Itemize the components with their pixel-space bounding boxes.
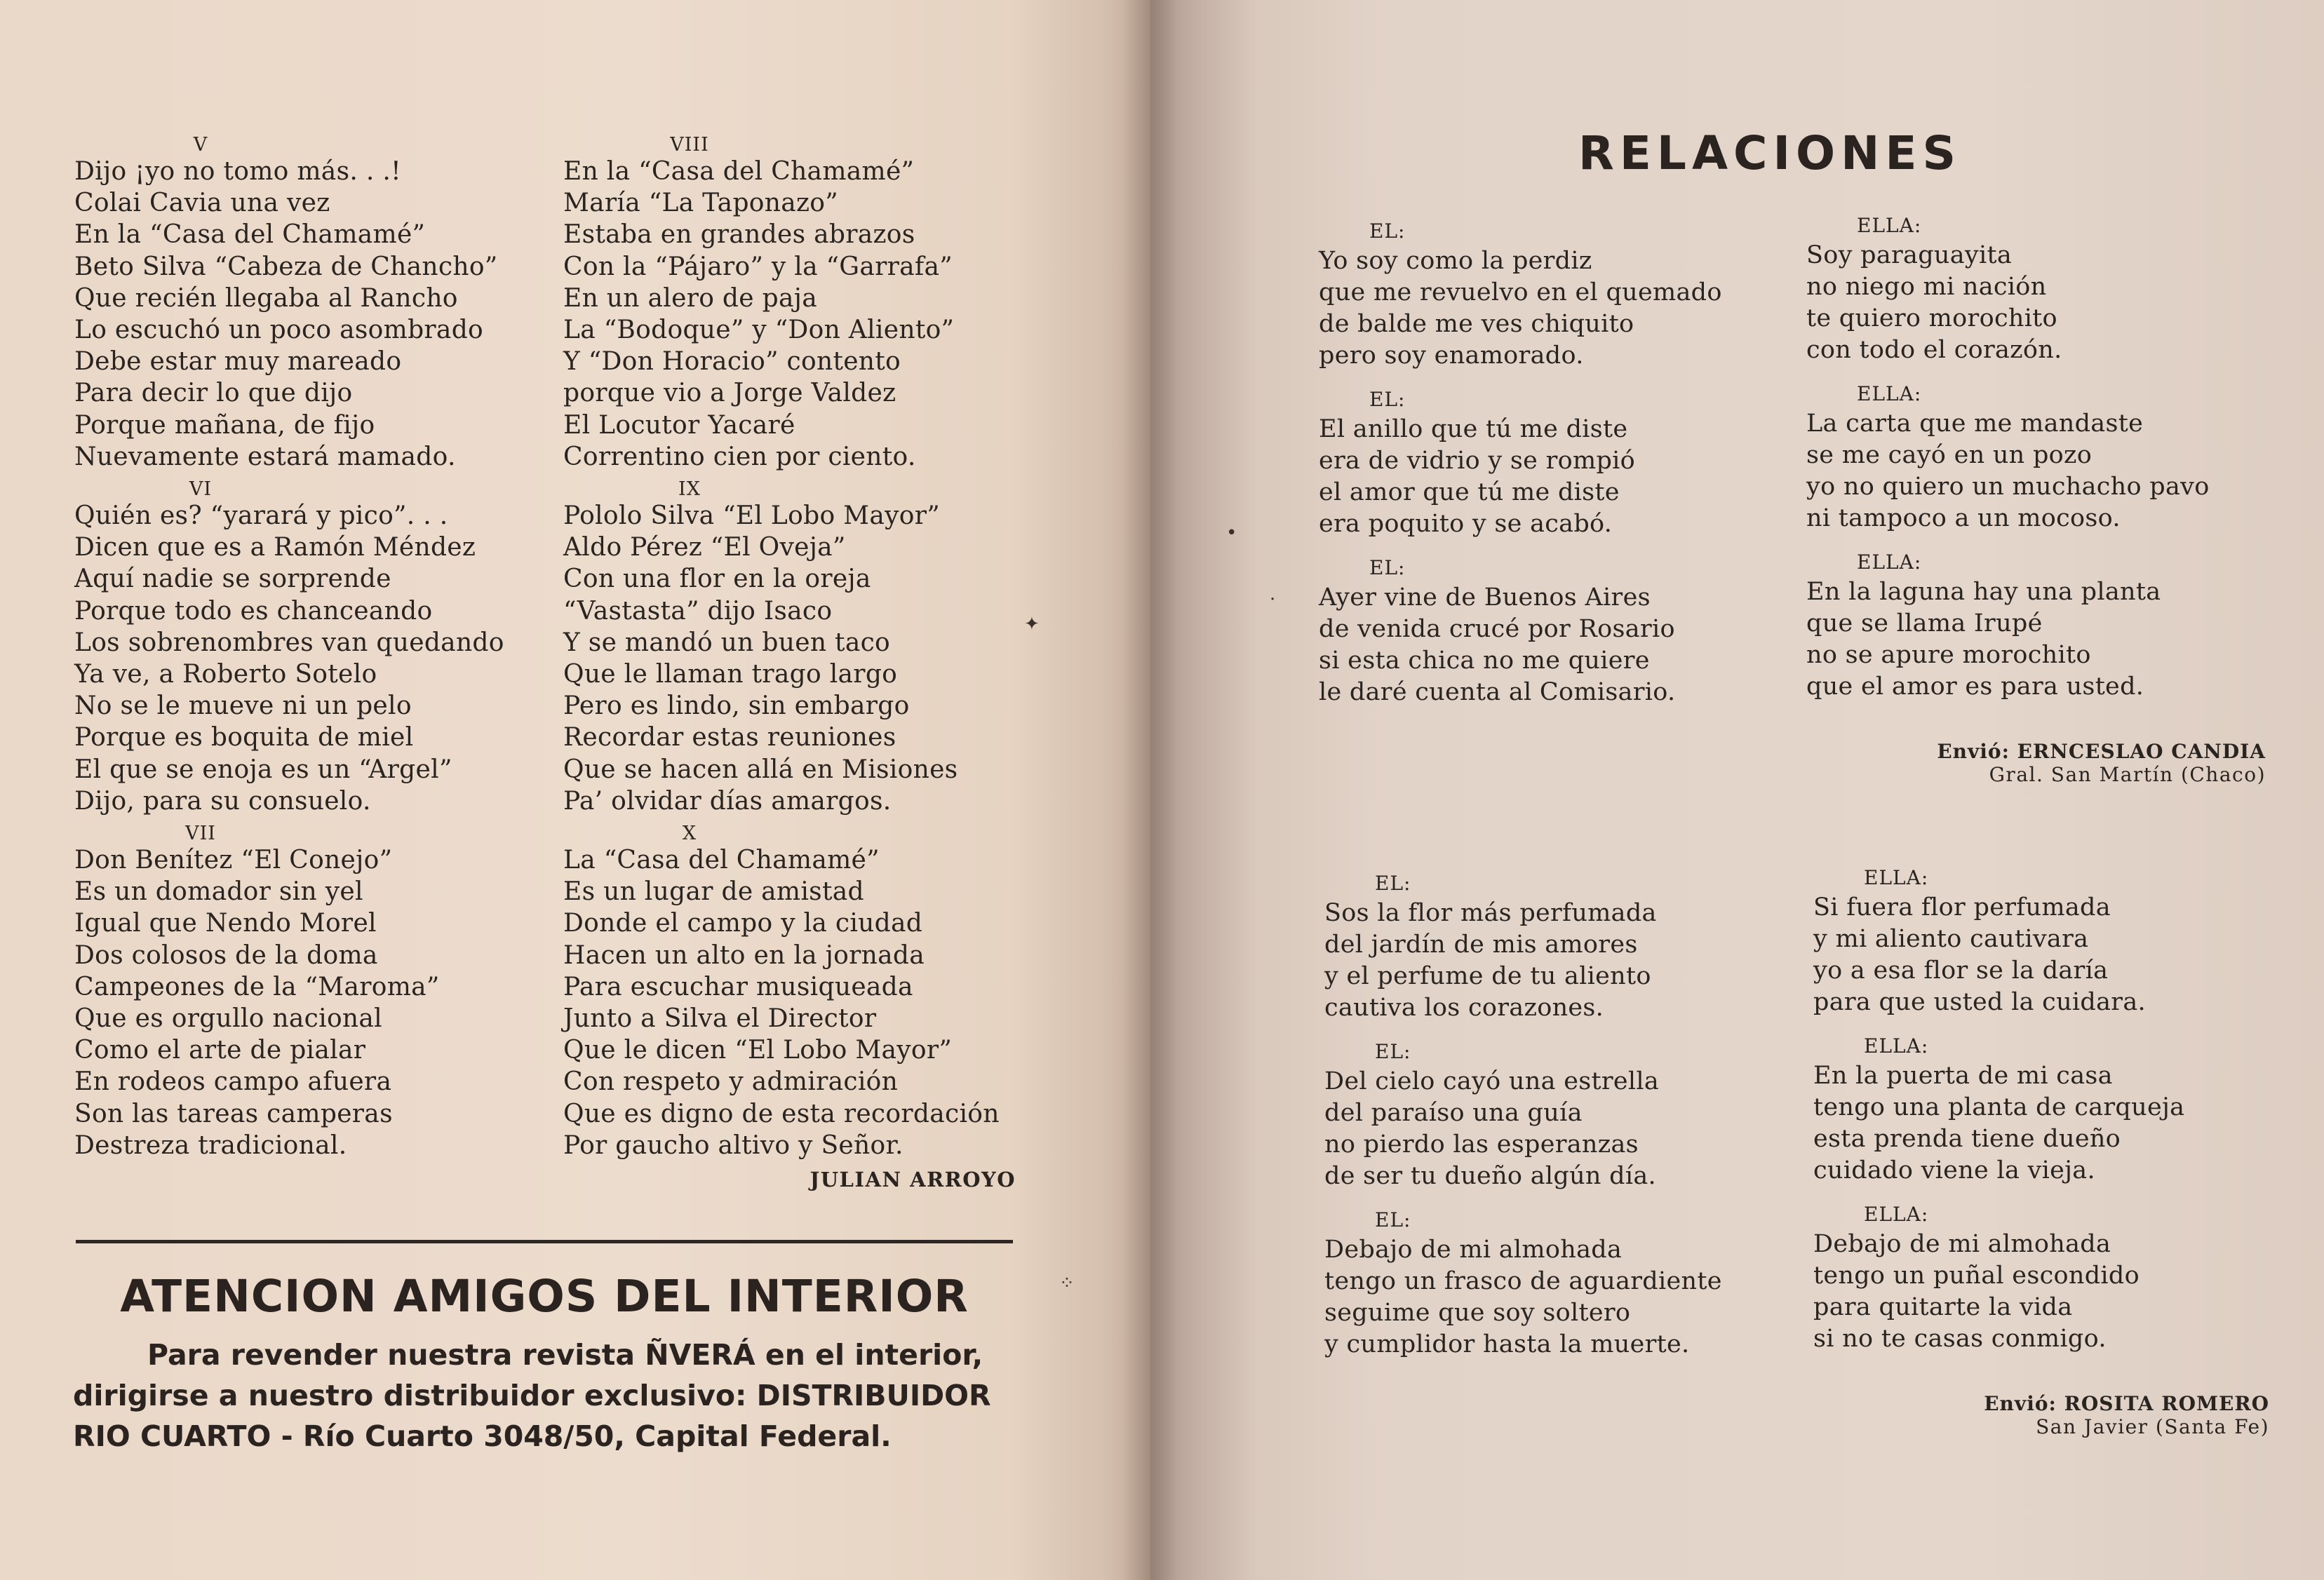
poem-line: En un alero de paja — [563, 283, 817, 313]
poem-line: Aldo Pérez “El Oveja” — [563, 533, 846, 562]
ink-speck: • — [1226, 522, 1237, 543]
speaker-label: EL: — [1369, 220, 1406, 243]
poem-line: Junto a Silva el Director — [563, 1004, 877, 1034]
verse-line: si esta chica no me quiere — [1319, 647, 1650, 675]
poem-line: El que se enoja es un “Argel” — [74, 755, 452, 784]
verse-line: no se apure morochito — [1806, 641, 2091, 669]
poem-line: Como el arte de pialar — [74, 1036, 366, 1065]
poem-line: Colai Cavia una vez — [74, 189, 330, 218]
page-gutter — [1122, 0, 1178, 1580]
verse-line: y el perfume de tu aliento — [1324, 962, 1651, 990]
poem-line: Estaba en grandes abrazos — [563, 220, 915, 250]
verse-stanza — [1813, 864, 2290, 1018]
speaker-label: ELLA: — [1857, 382, 1922, 405]
poem-line: Aquí nadie se sorprende — [74, 565, 391, 594]
poem-line: María “La Taponazo” — [563, 189, 838, 218]
verse-line: si no te casas conmigo. — [1813, 1325, 2107, 1353]
ad-text-line-1: Para revender nuestra revista ÑVERÁ en el interior, — [147, 1338, 983, 1372]
poem-line: Para escuchar musiqueada — [563, 972, 913, 1001]
poem-line: Con una flor en la oreja — [563, 565, 871, 594]
ad-text-line-2: dirigirse a nuestro distribuidor exclusivo: DISTRIBUIDOR — [73, 1379, 991, 1412]
verse-column-top-right — [1806, 212, 2283, 717]
verse-line: ni tampoco a un mocoso. — [1806, 504, 2121, 532]
stanza-number: VIII — [670, 134, 709, 156]
poem-line: Que es digno de esta recordación — [563, 1099, 1000, 1128]
verse-line: tengo un frasco de aguardiente — [1324, 1267, 1722, 1295]
speaker-label: ELLA: — [1857, 551, 1922, 574]
verse-line: tengo una planta de carqueja — [1813, 1093, 2185, 1121]
poem-line: Igual que Nendo Morel — [74, 909, 377, 938]
speaker-label: EL: — [1369, 388, 1406, 411]
poem-line: Lo escuchó un poco asombrado — [74, 316, 484, 345]
verse-line: y mi aliento cautivara — [1813, 925, 2089, 953]
stanza-number: IX — [678, 478, 701, 501]
verse-line: Sos la flor más perfumada — [1324, 899, 1657, 927]
author-signature: JULIAN ARROYO — [810, 1168, 1016, 1192]
poem-line: Porque es boquita de miel — [74, 723, 414, 752]
verse-line: con todo el corazón. — [1806, 336, 2062, 364]
speaker-label: ELLA: — [1857, 214, 1922, 237]
verse-line: para que usted la cuidara. — [1813, 988, 2146, 1016]
poem-line: Recordar estas reuniones — [563, 723, 896, 752]
verse-stanza — [1319, 386, 1754, 540]
credit-place: Gral. San Martín (Chaco) — [1989, 763, 2266, 786]
poem-line: Hacen un alto en la jornada — [563, 940, 925, 970]
page-title: RELACIONES — [1578, 126, 1961, 180]
verse-line: que el amor es para usted. — [1806, 673, 2144, 701]
poem-line: Donde el campo y la ciudad — [563, 909, 923, 938]
ad-headline: ATENCION AMIGOS DEL INTERIOR — [120, 1271, 969, 1322]
poem-line: Beto Silva “Cabeza de Chancho” — [74, 252, 498, 281]
poem-line: El Locutor Yacaré — [563, 410, 795, 440]
verse-line: yo a esa flor se la daría — [1813, 957, 2109, 985]
poem-line: Dijo ¡yo no tomo más. . .! — [74, 157, 401, 186]
verse-line: esta prenda tiene dueño — [1813, 1125, 2121, 1153]
verse-stanza — [1319, 554, 1754, 708]
poem-line: Porque todo es chanceando — [74, 596, 433, 626]
stanza-number: X — [682, 823, 697, 845]
verse-stanza — [1806, 548, 2283, 703]
verse-line: pero soy enamorado. — [1319, 342, 1584, 370]
poem-line: Es un lugar de amistad — [563, 877, 864, 907]
poem-column-2 — [563, 135, 1026, 1191]
speaker-label: EL: — [1375, 872, 1411, 895]
poem-line: Los sobrenombres van quedando — [74, 628, 504, 657]
verse-line: le daré cuenta al Comisario. — [1319, 678, 1676, 706]
poem-line: Son las tareas camperas — [74, 1099, 393, 1128]
verse-column-bottom-right — [1813, 864, 2290, 1369]
poem-line: Pololo Silva “El Lobo Mayor” — [563, 501, 940, 531]
poem-line: En la “Casa del Chamamé” — [74, 220, 426, 250]
speaker-label: ELLA: — [1864, 1203, 1929, 1226]
verse-line: se me cayó en un pozo — [1806, 441, 2093, 469]
verse-line: Debajo de mi almohada — [1324, 1236, 1623, 1264]
section-divider — [76, 1240, 1013, 1243]
poem-line: La “Casa del Chamamé” — [563, 846, 880, 875]
poem-line: No se le mueve ni un pelo — [74, 691, 412, 721]
poem-stanza — [74, 135, 530, 473]
speaker-label: EL: — [1375, 1208, 1411, 1231]
poem-line: Con la “Pájaro” y la “Garrafa” — [563, 252, 953, 281]
verse-line: Si fuera flor perfumada — [1813, 893, 2111, 921]
poem-line: Por gaucho altivo y Señor. — [563, 1130, 904, 1160]
verse-line: Soy paraguayita — [1806, 241, 2013, 269]
credit-sender: Envió: ROSITA ROMERO — [1984, 1392, 2269, 1415]
poem-line: En la “Casa del Chamamé” — [563, 157, 915, 186]
verse-column-bottom-left — [1324, 870, 1759, 1375]
poem-line: Nuevamente estará mamado. — [74, 442, 456, 471]
verse-line: el amor que tú me diste — [1319, 478, 1620, 506]
poem-line: Destreza tradicional. — [74, 1130, 347, 1160]
verse-line: tengo un puñal escondido — [1813, 1262, 2140, 1290]
poem-line: Y se mandó un buen taco — [563, 628, 891, 657]
verse-line: Yo soy como la perdiz — [1319, 247, 1592, 275]
verse-stanza — [1319, 217, 1754, 372]
verse-line: La carta que me mandaste — [1806, 410, 2144, 438]
verse-line: no niego mi nación — [1806, 273, 2047, 301]
poem-line: La “Bodoque” y “Don Aliento” — [563, 316, 955, 345]
verse-line: para quitarte la vida — [1813, 1293, 2073, 1321]
verse-line: cuidado viene la vieja. — [1813, 1156, 2095, 1184]
poem-line: Porque mañana, de fijo — [74, 410, 375, 440]
poem-stanza — [563, 479, 1026, 817]
verse-line: yo no quiero un muchacho pavo — [1806, 473, 2210, 501]
poem-stanza — [563, 823, 1026, 1161]
poem-line: Que se hacen allá en Misiones — [563, 755, 958, 784]
ink-speck: · — [1270, 589, 1276, 610]
credit-block-2 — [1796, 1392, 2269, 1438]
poem-line: Con respeto y admiración — [563, 1067, 899, 1097]
verse-line: seguime que soy soltero — [1324, 1299, 1631, 1327]
verse-line: de venida crucé por Rosario — [1319, 615, 1675, 643]
verse-line: que me revuelvo en el quemado — [1319, 278, 1722, 306]
stanza-number: VII — [185, 823, 216, 845]
verse-line: En la laguna hay una planta — [1806, 578, 2161, 606]
verse-line: que se llama Irupé — [1806, 609, 2043, 637]
poem-line: En rodeos campo afuera — [74, 1067, 392, 1097]
poem-line: Dijo, para su consuelo. — [74, 786, 371, 816]
poem-line: Debe estar muy mareado — [74, 347, 402, 377]
poem-line: Dicen que es a Ramón Méndez — [74, 533, 476, 562]
speaker-label: ELLA: — [1864, 1034, 1929, 1058]
verse-line: te quiero morochito — [1806, 304, 2057, 332]
verse-line: no pierdo las esperanzas — [1324, 1130, 1639, 1159]
poem-line: Que le llaman trago largo — [563, 660, 898, 689]
verse-stanza — [1813, 1201, 2290, 1355]
credit-sender: Envió: ERNCESLAO CANDIA — [1937, 740, 2266, 763]
verse-stanza — [1806, 212, 2283, 366]
stanza-number: V — [193, 134, 208, 156]
verse-stanza — [1813, 1032, 2290, 1187]
verse-column-top-left — [1319, 217, 1754, 722]
verse-line: de ser tu dueño algún día. — [1324, 1162, 1656, 1190]
poem-line: Pero es lindo, sin embargo — [563, 691, 910, 721]
verse-stanza — [1806, 380, 2283, 534]
poem-line: Que recién llegaba al Rancho — [74, 283, 458, 313]
verse-line: En la puerta de mi casa — [1813, 1062, 2113, 1090]
poem-stanza — [74, 479, 530, 817]
poem-line: porque vio a Jorge Valdez — [563, 379, 896, 408]
verse-line: Debajo de mi almohada — [1813, 1230, 2111, 1258]
verse-line: Ayer vine de Buenos Aires — [1319, 583, 1651, 612]
verse-stanza — [1324, 1038, 1759, 1192]
verse-line: y cumplidor hasta la muerte. — [1324, 1330, 1690, 1358]
poem-line: Campeones de la “Maroma” — [74, 972, 440, 1001]
ink-speck: ⁘ — [1059, 1273, 1075, 1294]
speaker-label: EL: — [1369, 556, 1406, 579]
poem-stanza — [563, 135, 1026, 473]
poem-line: Para decir lo que dijo — [74, 379, 353, 408]
poem-line: Quién es? “yarará y pico”. . . — [74, 501, 448, 531]
verse-line: Del cielo cayó una estrella — [1324, 1067, 1660, 1095]
verse-line: del paraíso una guía — [1324, 1099, 1583, 1127]
speaker-label: EL: — [1375, 1040, 1411, 1063]
poem-line: Ya ve, a Roberto Sotelo — [74, 660, 377, 689]
verse-stanza — [1324, 1206, 1759, 1360]
verse-line: El anillo que tú me diste — [1319, 415, 1628, 443]
poem-column-1 — [74, 135, 530, 1168]
credit-place: San Javier (Santa Fe) — [2036, 1415, 2269, 1438]
verse-line: era de vidrio y se rompió — [1319, 447, 1636, 475]
ink-speck: ✦ — [1024, 614, 1040, 635]
poem-line: Pa’ olvidar días amargos. — [563, 786, 892, 816]
speaker-label: ELLA: — [1864, 866, 1929, 889]
poem-line: “Vastasta” dijo Isaco — [563, 596, 833, 626]
poem-line: Correntino cien por ciento. — [563, 442, 916, 471]
poem-line: Que es orgullo nacional — [74, 1004, 382, 1034]
credit-block-1 — [1796, 740, 2266, 786]
poem-line: Es un domador sin yel — [74, 877, 363, 907]
poem-line: Que le dicen “El Lobo Mayor” — [563, 1036, 953, 1065]
ad-text-line-3: RIO CUARTO - Río Cuarto 3048/50, Capital Federal. — [73, 1419, 892, 1453]
poem-line: Y “Don Horacio” contento — [563, 347, 901, 377]
poem-line: Don Benítez “El Conejo” — [74, 846, 393, 875]
verse-line: de balde me ves chiquito — [1319, 310, 1634, 338]
poem-stanza — [74, 823, 530, 1161]
poem-line: Dos colosos de la doma — [74, 940, 378, 970]
verse-line: era poquito y se acabó. — [1319, 510, 1613, 538]
verse-line: del jardín de mis amores — [1324, 931, 1638, 959]
stanza-number: VI — [189, 478, 213, 501]
verse-stanza — [1324, 870, 1759, 1024]
verse-line: cautiva los corazones. — [1324, 994, 1604, 1022]
